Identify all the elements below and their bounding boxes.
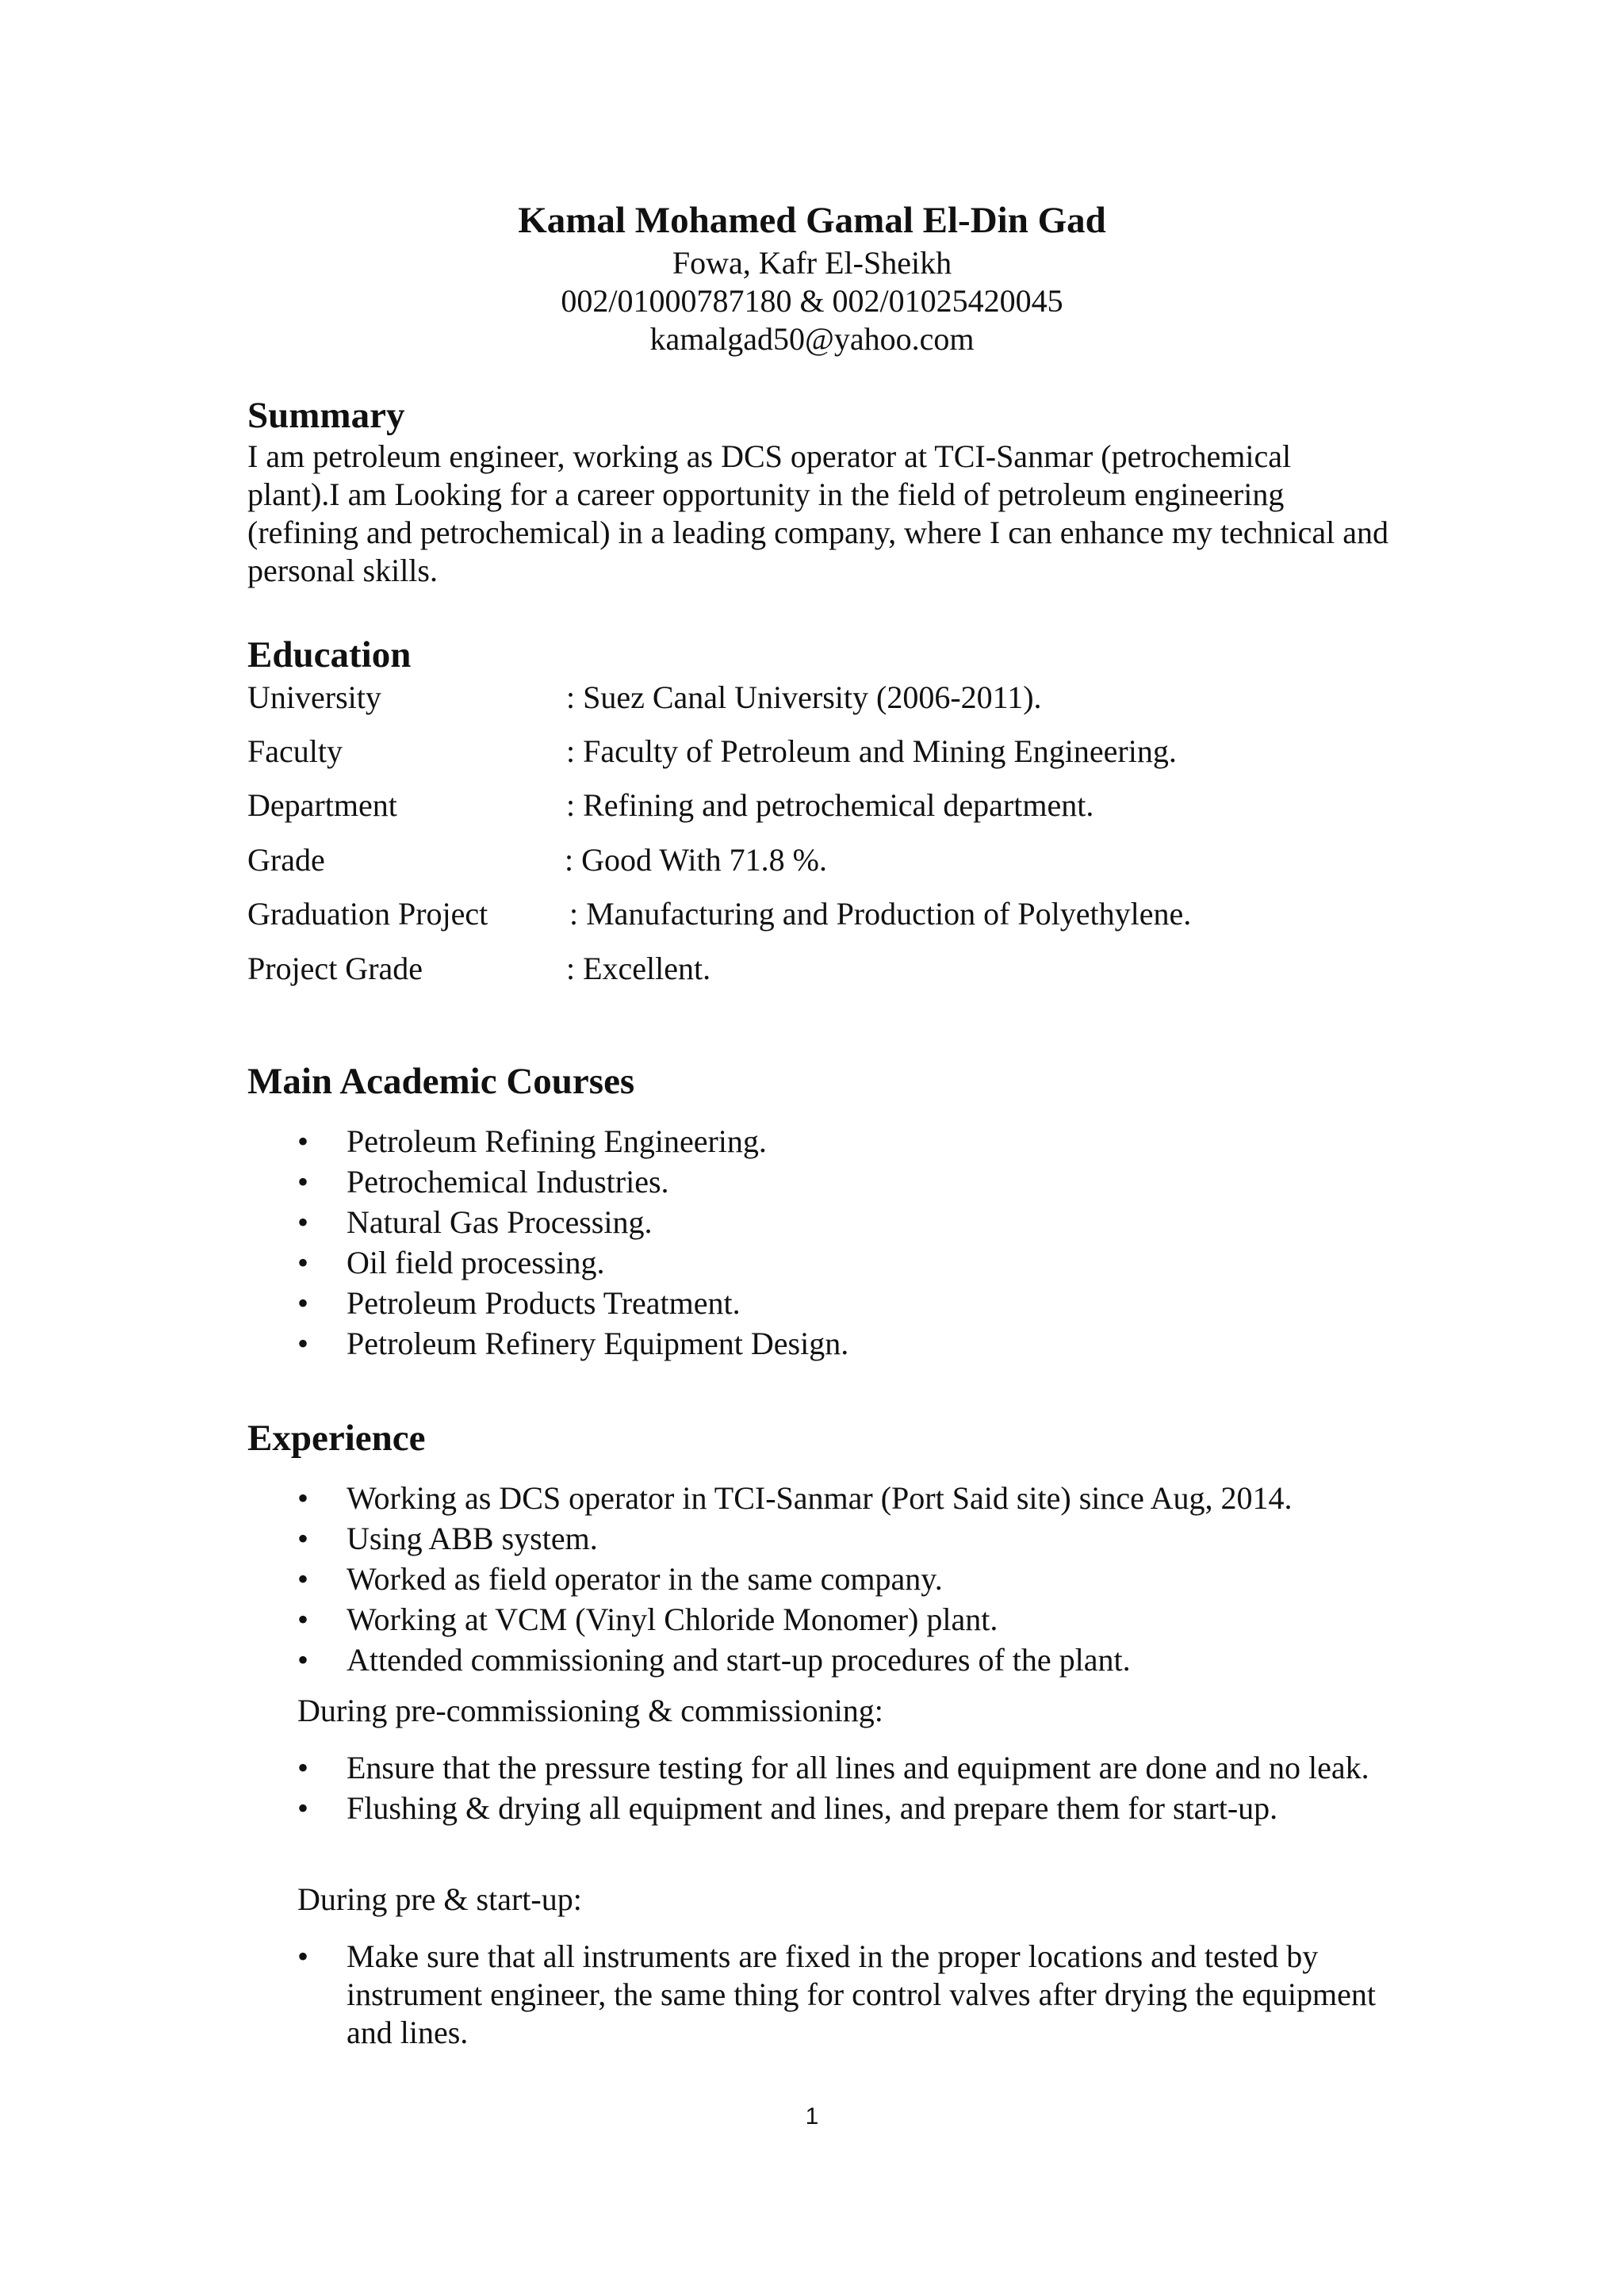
education-label: Project Grade <box>247 951 423 986</box>
education-value: : Faculty of Petroleum and Mining Engineering. <box>566 733 1177 769</box>
education-row <box>247 841 1437 879</box>
resume-header <box>0 197 1624 358</box>
courses-list <box>297 1121 1376 1364</box>
bullet-icon: • <box>297 1480 309 1516</box>
list-item: • Petroleum Refining Engineering. <box>297 1121 1376 1161</box>
bullet-icon: • <box>297 1204 309 1240</box>
education-label: Department <box>247 787 397 823</box>
bullet-icon: • <box>297 1642 309 1678</box>
bullet-icon: • <box>297 1285 309 1321</box>
education-label: Grade <box>247 842 325 878</box>
summary-heading: Summary <box>247 395 405 436</box>
experience-heading: Experience <box>247 1418 426 1459</box>
bullet-icon: • <box>297 1790 309 1826</box>
startup-heading: During pre & start-up: <box>297 1881 582 1917</box>
education-label: Graduation Project <box>247 896 488 932</box>
bullet-icon: • <box>297 1164 309 1200</box>
list-item: • Make sure that all instruments are fixed in the proper locations and tested by instrument engineer, the same thing for control valves after drying the equipment and lines. <box>297 1938 1377 2050</box>
email: kamalgad50@yahoo.com <box>649 321 975 357</box>
list-item: • Attended commissioning and start-up procedures of the plant. <box>297 1640 1376 1680</box>
education-value: : Excellent. <box>566 951 711 986</box>
bullet-icon: • <box>297 1601 309 1637</box>
list-item: • Ensure that the pressure testing for all lines and equipment are done and no leak. <box>297 1750 1369 1785</box>
bullet-icon: • <box>297 1521 309 1556</box>
education-label: Faculty <box>247 733 343 769</box>
list-item: • Petrochemical Industries. <box>297 1161 1376 1202</box>
education-value: : Manufacturing and Production of Polyethylene. <box>569 896 1192 932</box>
education-row <box>247 733 1437 771</box>
bullet-icon: • <box>297 1326 309 1361</box>
list-item: • Working at VCM (Vinyl Chloride Monomer) plant. <box>297 1599 1376 1640</box>
list-item: • Worked as field operator in the same company. <box>297 1559 1376 1599</box>
education-row <box>247 950 1437 988</box>
education-row <box>247 679 1437 717</box>
education-heading: Education <box>247 634 412 675</box>
list-item: • Petroleum Products Treatment. <box>297 1283 1376 1323</box>
list-item: • Natural Gas Processing. <box>297 1202 1376 1242</box>
list-item: • Petroleum Refinery Equipment Design. <box>297 1323 1376 1364</box>
bullet-icon: • <box>297 1938 309 1974</box>
page-number: 1 <box>805 2103 819 2130</box>
startup-list <box>297 1938 1376 2052</box>
list-item: • Using ABB system. <box>297 1518 1376 1559</box>
list-item: • Working as DCS operator in TCI-Sanmar (Port Said site) since Aug, 2014. <box>297 1478 1376 1518</box>
list-item: • Flushing & drying all equipment and lines, and prepare them for start-up. <box>297 1790 1278 1826</box>
bullet-icon: • <box>297 1245 309 1280</box>
experience-list <box>297 1478 1376 1680</box>
education-value: : Good With 71.8 %. <box>565 842 827 878</box>
education-value: : Suez Canal University (2006-2011). <box>566 679 1042 715</box>
candidate-name: Kamal Mohamed Gamal El-Din Gad <box>518 200 1106 241</box>
phone-numbers: 002/01000787180 & 002/01025420045 <box>561 283 1063 319</box>
education-value: : Refining and petrochemical department. <box>566 787 1094 823</box>
courses-heading: Main Academic Courses <box>247 1061 635 1102</box>
address: Fowa, Kafr El-Sheikh <box>672 245 952 281</box>
summary-text: I am petroleum engineer, working as DCS operator at TCI-Sanmar (petrochemical plant).I am Looking for a career opportunity in the field of petroleum engineering (refining and petrochemical) in a leading company, where I can enhance my technical and personal skills. <box>247 438 1388 588</box>
bullet-icon: • <box>297 1750 309 1785</box>
list-item: • Oil field processing. <box>297 1242 1376 1283</box>
bullet-icon: • <box>297 1123 309 1159</box>
education-row <box>247 786 1437 825</box>
bullet-icon: • <box>297 1561 309 1597</box>
education-row <box>247 895 1437 933</box>
precommissioning-heading: During pre-commissioning & commissioning: <box>297 1693 883 1728</box>
precommissioning-list <box>297 1749 1376 1827</box>
education-label: University <box>247 679 381 715</box>
